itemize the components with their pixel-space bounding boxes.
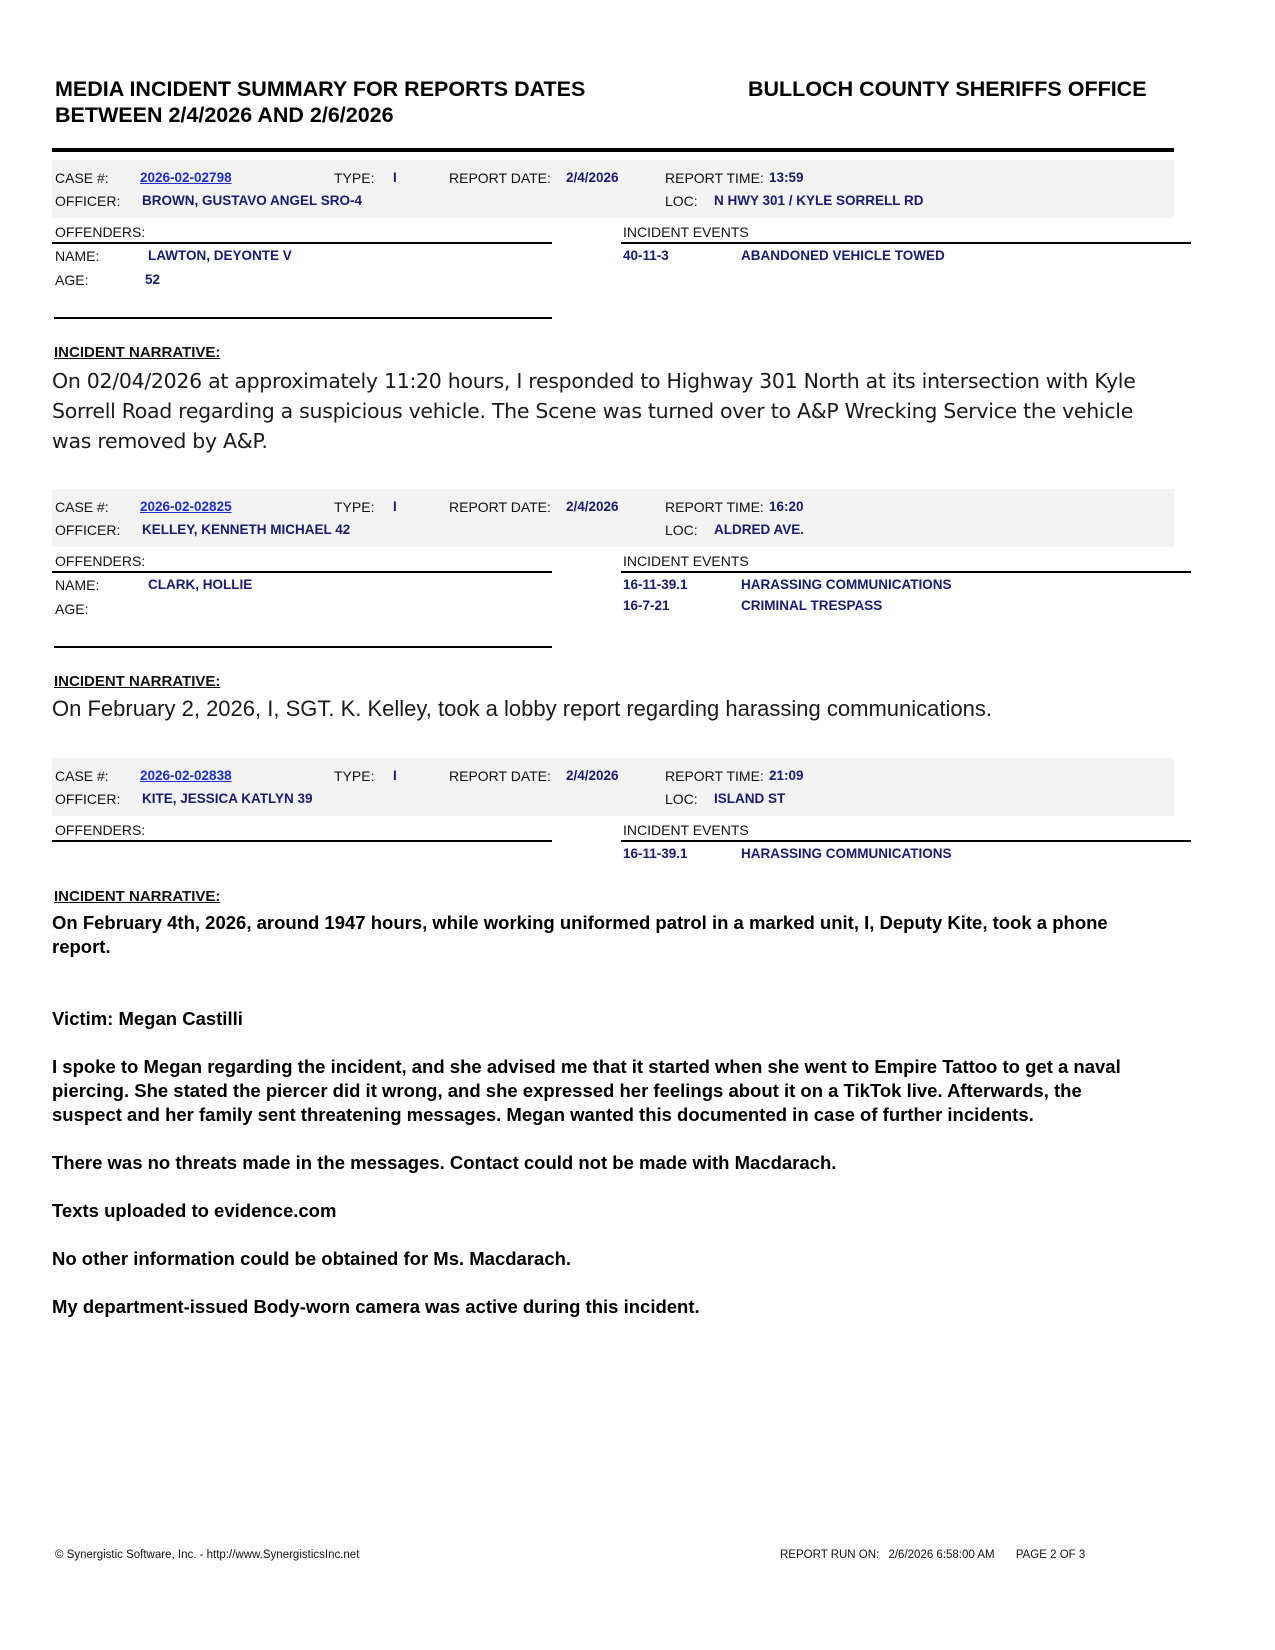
case-number-link[interactable]: 2026-02-02825 bbox=[140, 499, 232, 514]
narrative-paragraph: My department-issued Body-worn camera was active during this incident. bbox=[52, 1296, 700, 1317]
page-indicator: PAGE 2 OF 3 bbox=[1015, 1549, 1086, 1561]
event-description: HARASSING COMMUNICATIONS bbox=[741, 846, 952, 861]
officer-value: KITE, JESSICA KATLYN 39 bbox=[142, 791, 313, 806]
offender-age-value: 52 bbox=[145, 272, 161, 287]
offender-name-value: LAWTON, DEYONTE V bbox=[148, 248, 292, 263]
report-date-label: REPORT DATE: bbox=[449, 499, 551, 515]
loc-value: ISLAND ST bbox=[714, 791, 786, 806]
events-divider bbox=[621, 840, 1191, 842]
event-description: ABANDONED VEHICLE TOWED bbox=[741, 248, 945, 263]
officer-label: OFFICER: bbox=[55, 791, 121, 807]
organization-name: BULLOCH COUNTY SHERIFFS OFFICE bbox=[748, 77, 1147, 101]
narrative-paragraph: Texts uploaded to evidence.com bbox=[52, 1200, 337, 1221]
narrative-heading: INCIDENT NARRATIVE: bbox=[54, 344, 221, 361]
case-header-band bbox=[52, 160, 1174, 218]
officer-label: OFFICER: bbox=[55, 522, 121, 538]
report-run-value: 2/6/2026 6:58:00 AM bbox=[888, 1549, 995, 1561]
incident-events-label: INCIDENT EVENTS bbox=[623, 224, 749, 240]
event-code: 16-7-21 bbox=[623, 598, 670, 613]
case-number-label: CASE #: bbox=[55, 170, 109, 186]
report-time-value: 21:09 bbox=[769, 768, 804, 783]
event-code: 16-11-39.1 bbox=[623, 577, 688, 592]
report-date-label: REPORT DATE: bbox=[449, 170, 551, 186]
loc-label: LOC: bbox=[665, 791, 698, 807]
officer-value: BROWN, GUSTAVO ANGEL SRO-4 bbox=[142, 193, 363, 208]
footer-report-info bbox=[780, 1549, 1085, 1561]
narrative-paragraph: There was no threats made in the messages. Contact could not be made with Macdarach. bbox=[52, 1152, 837, 1173]
incident-events-label: INCIDENT EVENTS bbox=[623, 822, 749, 838]
case-number-link[interactable]: 2026-02-02838 bbox=[140, 768, 232, 783]
report-date-label: REPORT DATE: bbox=[449, 768, 551, 784]
officer-value: KELLEY, KENNETH MICHAEL 42 bbox=[142, 522, 351, 537]
narrative-heading: INCIDENT NARRATIVE: bbox=[54, 888, 221, 905]
offender-name-label: NAME: bbox=[55, 248, 100, 264]
loc-value: N HWY 301 / KYLE SORRELL RD bbox=[714, 193, 924, 208]
event-description: HARASSING COMMUNICATIONS bbox=[741, 577, 952, 592]
offenders-label: OFFENDERS: bbox=[55, 822, 146, 838]
case-number-link[interactable]: 2026-02-02798 bbox=[140, 170, 232, 185]
narrative-paragraph: On February 4th, 2026, around 1947 hours, while working uniformed patrol in a marked unit, I, Deputy Kite, took a phone report. bbox=[52, 912, 1108, 957]
report-time-label: REPORT TIME: bbox=[665, 170, 764, 186]
offender-name-value: CLARK, HOLLIE bbox=[148, 577, 253, 592]
loc-label: LOC: bbox=[665, 193, 698, 209]
offenders-label: OFFENDERS: bbox=[55, 224, 146, 240]
offender-age-label: AGE: bbox=[55, 272, 89, 288]
header-divider bbox=[52, 148, 1174, 152]
report-title-line2: BETWEEN 2/4/2026 AND 2/6/2026 bbox=[55, 103, 394, 127]
events-divider bbox=[621, 242, 1191, 244]
type-label: TYPE: bbox=[334, 768, 375, 784]
narrative-paragraph: Victim: Megan Castilli bbox=[52, 1008, 243, 1029]
event-code: 40-11-3 bbox=[623, 248, 669, 263]
offenders-end-divider bbox=[54, 317, 552, 319]
type-value: I bbox=[393, 768, 397, 783]
report-time-label: REPORT TIME: bbox=[665, 768, 764, 784]
report-time-value: 16:20 bbox=[769, 499, 804, 514]
event-code: 16-11-39.1 bbox=[623, 846, 688, 861]
narrative-text: On 02/04/2026 at approximately 11:20 hours, I responded to Highway 301 North at its intersection with Kyle Sorrell Road regarding a suspicious vehicle. The Scene was turned over to A&P Wrecking Service the vehicle was removed by A&P. bbox=[52, 369, 1136, 453]
type-label: TYPE: bbox=[334, 499, 375, 515]
case-number-label: CASE #: bbox=[55, 499, 109, 515]
type-value: I bbox=[393, 499, 397, 514]
type-label: TYPE: bbox=[334, 170, 375, 186]
narrative-heading: INCIDENT NARRATIVE: bbox=[54, 673, 221, 690]
report-run-label: REPORT RUN ON: bbox=[780, 1549, 880, 1561]
officer-label: OFFICER: bbox=[55, 193, 121, 209]
type-value: I bbox=[393, 170, 397, 185]
report-title bbox=[55, 76, 585, 128]
report-time-label: REPORT TIME: bbox=[665, 499, 764, 515]
loc-value: ALDRED AVE. bbox=[714, 522, 805, 537]
report-date-value: 2/4/2026 bbox=[566, 768, 619, 783]
loc-label: LOC: bbox=[665, 522, 698, 538]
case-header-band bbox=[52, 489, 1174, 547]
narrative-text: On February 2, 2026, I, SGT. K. Kelley, took a lobby report regarding harassing communications. bbox=[52, 696, 992, 721]
incident-events-label: INCIDENT EVENTS bbox=[623, 553, 749, 569]
report-date-value: 2/4/2026 bbox=[566, 499, 619, 514]
narrative-text bbox=[52, 911, 1152, 1319]
events-divider bbox=[621, 571, 1191, 573]
narrative-paragraph: No other information could be obtained for Ms. Macdarach. bbox=[52, 1248, 572, 1269]
offenders-divider bbox=[52, 840, 552, 842]
report-time-value: 13:59 bbox=[769, 170, 804, 185]
report-date-value: 2/4/2026 bbox=[566, 170, 619, 185]
offenders-divider bbox=[52, 571, 552, 573]
case-header-band bbox=[52, 758, 1174, 816]
narrative-paragraph: I spoke to Megan regarding the incident, and she advised me that it started when she went to Empire Tattoo to get a naval piercing. She stated the piercer did it wrong, and she expressed her feelings about it on a TikTok live. Afterwards, the suspect and her family sent threatening messages. Megan wanted this documented in case of further incidents. bbox=[52, 1056, 1121, 1125]
report-title-line1: MEDIA INCIDENT SUMMARY FOR REPORTS DATES bbox=[55, 77, 586, 101]
case-number-label: CASE #: bbox=[55, 768, 109, 784]
event-description: CRIMINAL TRESPASS bbox=[741, 598, 883, 613]
offenders-end-divider bbox=[54, 646, 552, 648]
footer-copyright: © Synergistic Software, Inc. - http://www.SynergisticsInc.net bbox=[55, 1549, 360, 1561]
offender-name-label: NAME: bbox=[55, 577, 100, 593]
offenders-label: OFFENDERS: bbox=[55, 553, 146, 569]
offender-age-label: AGE: bbox=[55, 601, 89, 617]
offenders-divider bbox=[52, 242, 552, 244]
